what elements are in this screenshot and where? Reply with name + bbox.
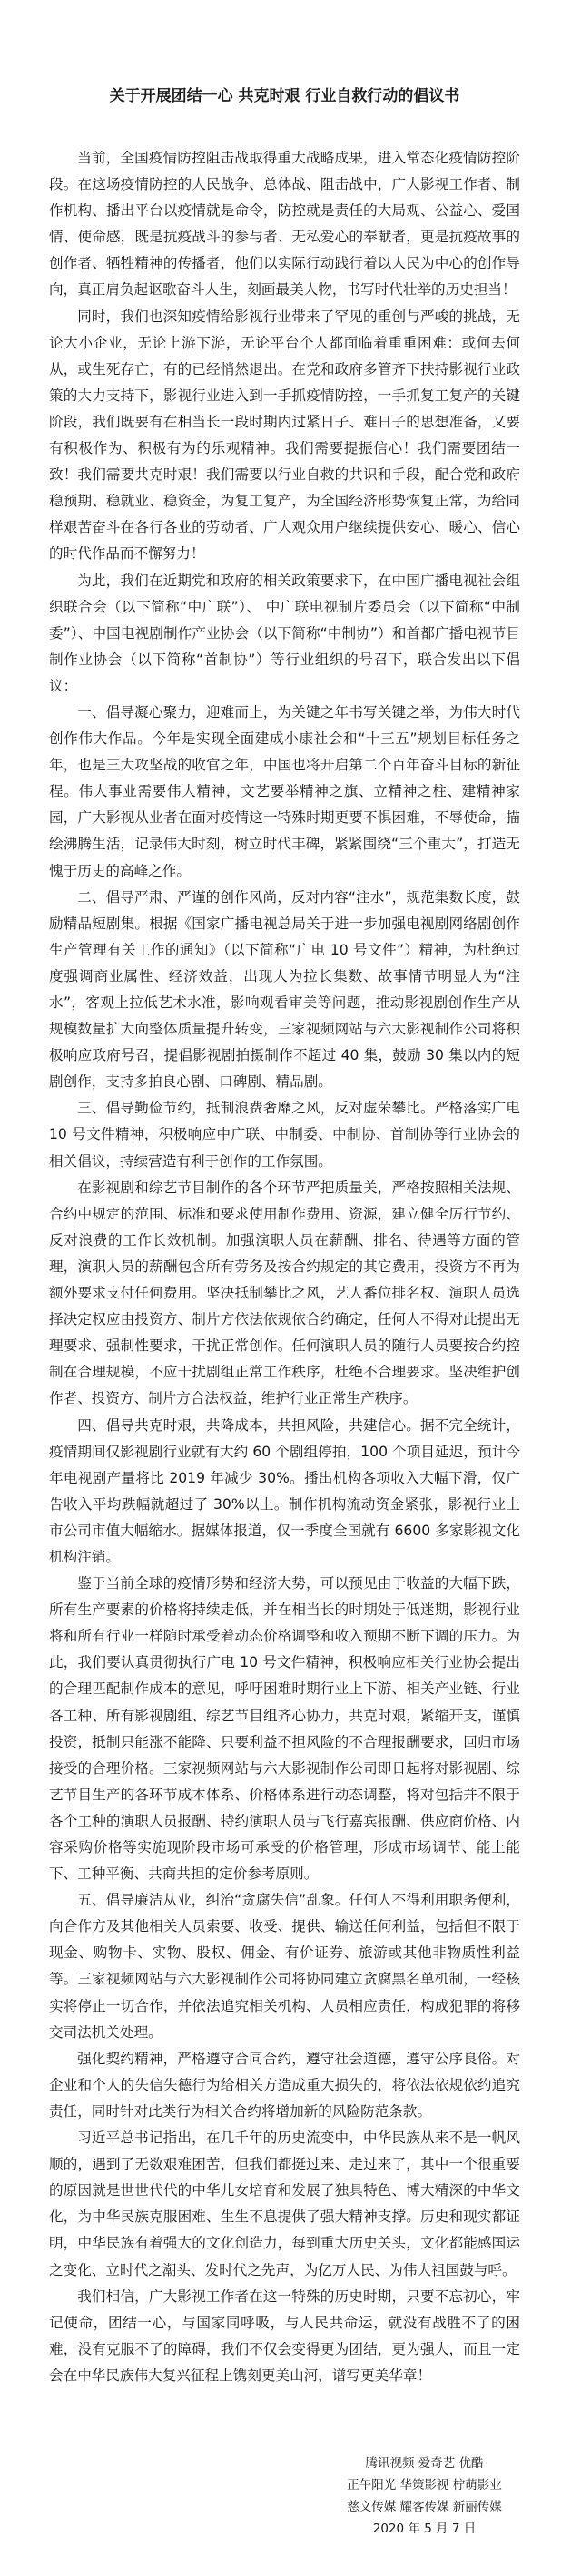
paragraph-item-1: 一、倡导凝心聚力，迎难而上，为关键之年书写关键之举，为伟大时代创作伟大作品。今年是实现全面建成小康社会和“十三五”规划目标任务之年，也是三大攻坚战的收官之年，中国也将开启第二个百年奋斗目标的新征程。伟大事业需要伟大精神，文艺要举精神之旗、立精神之柱、建精神家园，广大影视从业者在面对疫情这一特殊时期更要不惧困难，不辱使命，描绘沸腾生活，记录伟大时刻，树立时代丰碑，紧紧围绕“三个重大”，打造无愧于历史的高峰之作。 bbox=[49, 703, 520, 879]
paragraph-item-5-detail: 强化契约精神，严格遵守合同合约，遵守社会道德，遵守公序良俗。对企业和个人的失信失德行为给相关方造成重大损失的，将依法依规依约追究责任，同时针对此类行为相关合约将增加新的风险防范条款。 bbox=[49, 2050, 520, 2120]
signatories-row-1: 腾讯视频 爱奇艺 优酷 bbox=[365, 2455, 484, 2471]
paragraph-item-2: 二、倡导严肃、严谨的创作风尚，反对内容“注水”，规范集数长度，鼓励精品短剧集。根据《国家广播电视总局关于进一步加强电视剧网络剧创作生产管理有关工作的通知》（以下简称“广电 10 号文件”）精神，为杜绝过度强调商业属性、经济效益，出现人为拉长集数、故事情节明显人为“注水”，客观上拉低艺术水准，影响观看审美等问题，推动影视剧创作生产从规模数量扩大向整体质量提升转变，三家视频网站与六大影视制作公司将积极响应政府号召，提倡影视剧拍摄制作不超过 40 集，鼓励 30 集以内的短剧创作，支持多拍良心剧、口碑剧、精品剧。 bbox=[49, 888, 520, 1091]
signatories-row-3: 慈文传媒 耀客传媒 新丽传媒 bbox=[347, 2499, 502, 2514]
paragraph-call: 为此，我们在近期党和政府的相关政策要求下，在中国广播电视社会组织联合会（以下简称“中广联”）、 中广联电视制片委员会（以下简称“中制委”）、中国电视剧制作产业协会（以下简称“中制协”）和首都广播电视节目制作业协会（以下简称“首制协”）等行业组织的号召下，联合发出以下倡议： bbox=[49, 572, 520, 694]
paragraph-closing: 我们相信，广大影视工作者在这一特殊的历史时期，只要不忘初心，牢记使命，团结一心，与国家同呼吸，与人民共命运，就没有战胜不了的困难，没有克服不了的障碍，我们不仅会变得更为团结，更为强大，而且一定会在中华民族伟大复兴征程上镌刻更美山河，谱写更美华章！ bbox=[49, 2287, 520, 2384]
paragraph-quote: 习近平总书记指出，在几千年的历史流变中，中华民族从来不是一帆风顺的，遇到了无数艰难困苦，但我们都挺过来、走过来了，其中一个很重要的原因就是世世代代的中华儿女培育和发展了独具特色、博大精深的中华文化，为中华民族克服困难、生生不息提供了强大精神支撑。历史和现实都证明，中华民族有着强大的文化创造力，每到重大历史关头，文化都能感国运之变化、立时代之潮头、发时代之先声，为亿万人民、为伟大祖国鼓与呼。 bbox=[49, 2130, 520, 2278]
document-title: 关于开展团结一心 共克时艰 行业自救行动的倡议书 bbox=[109, 87, 460, 105]
document-body bbox=[49, 145, 520, 2389]
paragraph-item-5: 五、倡导廉洁从业，纠治“贪腐失信”乱象。任何人不得利用职务便利，向合作方及其他相关人员索要、收受、提供、输送任何利益，包括但不限于现金、购物卡、实物、股权、佣金、有价证券、旅游或其他非物质性利益等。三家视频网站与六大影视制作公司将协同建立贪腐黑名单机制，一经核实将停止一切合作，并依法追究相关机构、人员相应责任，构成犯罪的将移交司法机关处理。 bbox=[49, 1892, 520, 2041]
paragraph-item-3-detail: 在影视剧和综艺节目制作的各个环节严把质量关，严格按照相关法规、合约中规定的范围、标准和要求使用制作费用、资源，建立健全厉行节约、反对浪费的工作长效机制。加强演职人员在薪酬、排名、待遇等方面的管理，演职人员的薪酬包含所有劳务及按合约规定的其它费用，投资方不再为额外要求支付任何费用。坚决抵制攀比之风，艺人番位排名权、演职人员选择决定权应由投资方、制片方依法依规依合约确定，任何人不得对此提出无理要求、强制性要求，干扰正常创作。任何演职人员的随行人员要按合约控制在合理规模，不应干扰剧组正常工作秩序，杜绝不合理要求。坚决维护创作者、投资方、制片方合法权益，维护行业正常生产秩序。 bbox=[49, 1179, 520, 1407]
paragraph-intro: 当前，全国疫情防控阻击战取得重大战略成果，进入常态化疫情防控阶段。在这场疫情防控的人民战争、总体战、阻击战中，广大影视工作者、制作机构、播出平台以疫情就是命令，防控就是责任的大局观、公益心、爱国情、使命感，既是抗疫战斗的参与者、无私爱心的奉献者，更是抗疫故事的创作者、牺牲精神的传播者，他们以实际行动践行着以人民为中心的创作导向，真正肩负起讴歌奋斗人生，刻画最美人物，书写时代壮举的历史担当！ bbox=[49, 150, 520, 299]
paragraph-item-4-detail: 鉴于当前全球的疫情形势和经济大势，可以预见由于收益的大幅下跌，所有生产要素的价格将持续走低，并在相当长的时期处于低迷期，影视行业将和所有行业一样随时承受着动态价格调整和收入预期不断下调的压力。为此，我们要认真贯彻执行广电 10 号文件精神，积极响应相关行业协会提出的合理匹配制作成本的意见，呼吁困难时期行业上下游、相关产业链、行业各工种、所有影视剧组、综艺节目组齐心协力，共克时艰，紧缩开支，谨慎投资，抵制只能涨不能降、只要利益不担风险的不合理报酬要求，回归市场接受的合理价格。三家视频网站与六大影视制作公司即日起将对影视剧、综艺节目生产的各环节成本体系、价格体系进行动态调整，将对包括并不限于各个工种的演职人员报酬、特约演职人员与飞行嘉宾报酬、供应商价格、内容采购价格等实施现阶段市场可承受的价格管理，形成市场调节、能上能下、工种平衡、共商共担的定价参考原则。 bbox=[49, 1575, 520, 1883]
paragraph-item-4: 四、倡导共克时艰，共降成本，共担风险，共建信心。据不完全统计，疫情期间仅影视剧行业就有大约 60 个剧组停拍，100 个项目延迟，预计今年电视剧产量将比 2019 年减少 30%。播出机构各项收入大幅下滑，仅广告收入平均跌幅就超过了 30%以上。制作机构流动资金紧张，影视行业上市公司市值大幅缩水。据媒体报道，仅一季度全国就有 6600 多家影视文化机构注销。 bbox=[49, 1416, 520, 1565]
paragraph-challenges: 同时，我们也深知疫情给影视行业带来了罕见的重创与严峻的挑战，无论大小企业，无论上游下游，无论平台个人都面临着重重困难：或何去何从，或生死存亡，有的已经悄然退出。在党和政府多管齐下扶持影视行业政策的大力支持下，影视行业进入到一手抓疫情防控，一手抓复工复产的关键阶段，我们既要有在相当长一段时期内过紧日子、难日子的思想准备，又要有积极作为、积极有为的乐观精神。我们需要提振信心！我们需要团结一致！我们需要共克时艰！我们需要以行业自救的共识和手段，配合党和政府稳预期、稳就业、稳资金，为复工复产，为全国经济形势恢复正常，为给同样艰苦奋斗在各行各业的劳动者、广大观众用户继续提供安心、暖心、信心的时代作品而不懈努力！ bbox=[49, 308, 520, 563]
document-date: 2020 年 5 月 7 日 bbox=[372, 2521, 477, 2536]
signatories-row-2: 正午阳光 华策影视 柠萌影业 bbox=[347, 2477, 502, 2493]
paragraph-item-3: 三、倡导勤俭节约，抵制浪费奢靡之风，反对虚荣攀比。严格落实广电 10 号文件精神，积极响应中广联、中制委、中制协、首制协等行业协会的相关倡议，持续营造有利于创作的工作氛围。 bbox=[49, 1100, 520, 1170]
signature-block bbox=[345, 2453, 504, 2540]
